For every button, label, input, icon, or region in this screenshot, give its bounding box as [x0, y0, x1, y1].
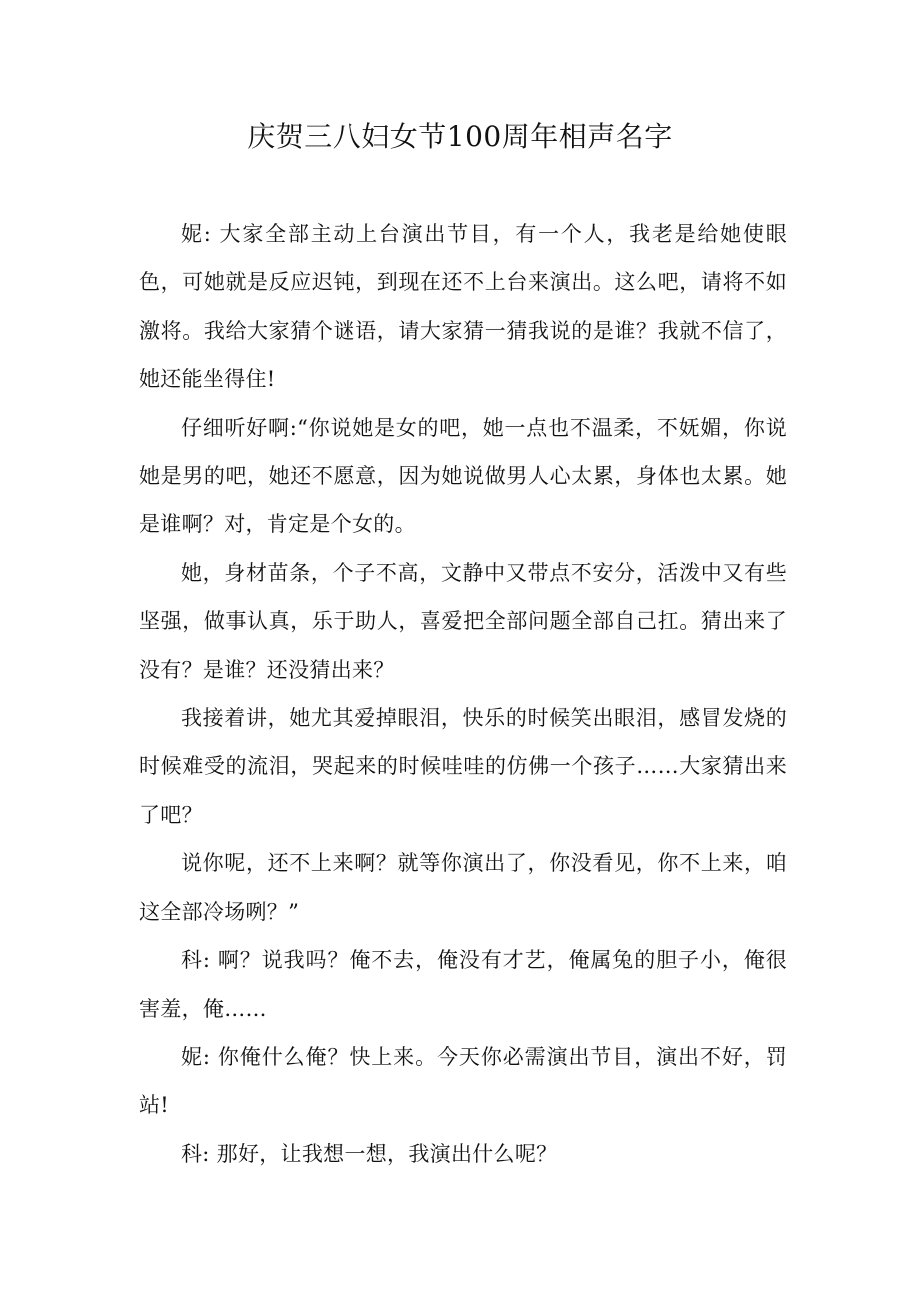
paragraph-7: 妮: 你俺什么俺？快上来。今天你必需演出节目，演出不好，罚站! — [139, 1044, 787, 1118]
paragraph-3: 她，身材苗条，个子不高，文静中又带点不安分，活泼中又有些坚强，做事认真，乐于助人，喜爱把全部问题全部自己扛。猜出来了没有？是谁？还没猜出来？ — [139, 560, 787, 682]
paragraph-1: 妮: 大家全部主动上台演出节目，有一个人，我老是给她使眼色，可她就是反应迟钝，到现在还不上台来演出。这么吧，请将不如激将。我给大家猜个谜语，请大家猜一猜我说的是谁？我就不信了，她还能坐得住! — [139, 222, 787, 392]
paragraph-6: 科: 啊？说我吗？俺不去，俺没有才艺，俺属兔的胆子小，俺很害羞，俺…… — [139, 948, 787, 1021]
paragraph-8: 科: 那好，让我想一想，我演出什么呢？ — [181, 1141, 558, 1166]
paragraph-5: 说你呢，还不上来啊？就等你演出了，你没看见，你不上来，咱这全部冷场咧？” — [139, 851, 787, 924]
paragraph-4: 我接着讲，她尤其爱掉眼泪，快乐的时候笑出眼泪，感冒发烧的时候难受的流泪，哭起来的时候哇哇的仿佛一个孩子……大家猜出来了吧？ — [139, 706, 787, 827]
document-body — [139, 210, 787, 1178]
document-title: 庆贺三八妇女节100周年相声名字 — [247, 120, 673, 153]
paragraph-2: 仔细听好啊:“你说她是女的吧，她一点也不温柔，不妩媚，你说她是男的吧，她还不愿意，因为她说做男人心太累，身体也太累。她是谁啊？对，肯定是个女的。 — [139, 415, 787, 537]
